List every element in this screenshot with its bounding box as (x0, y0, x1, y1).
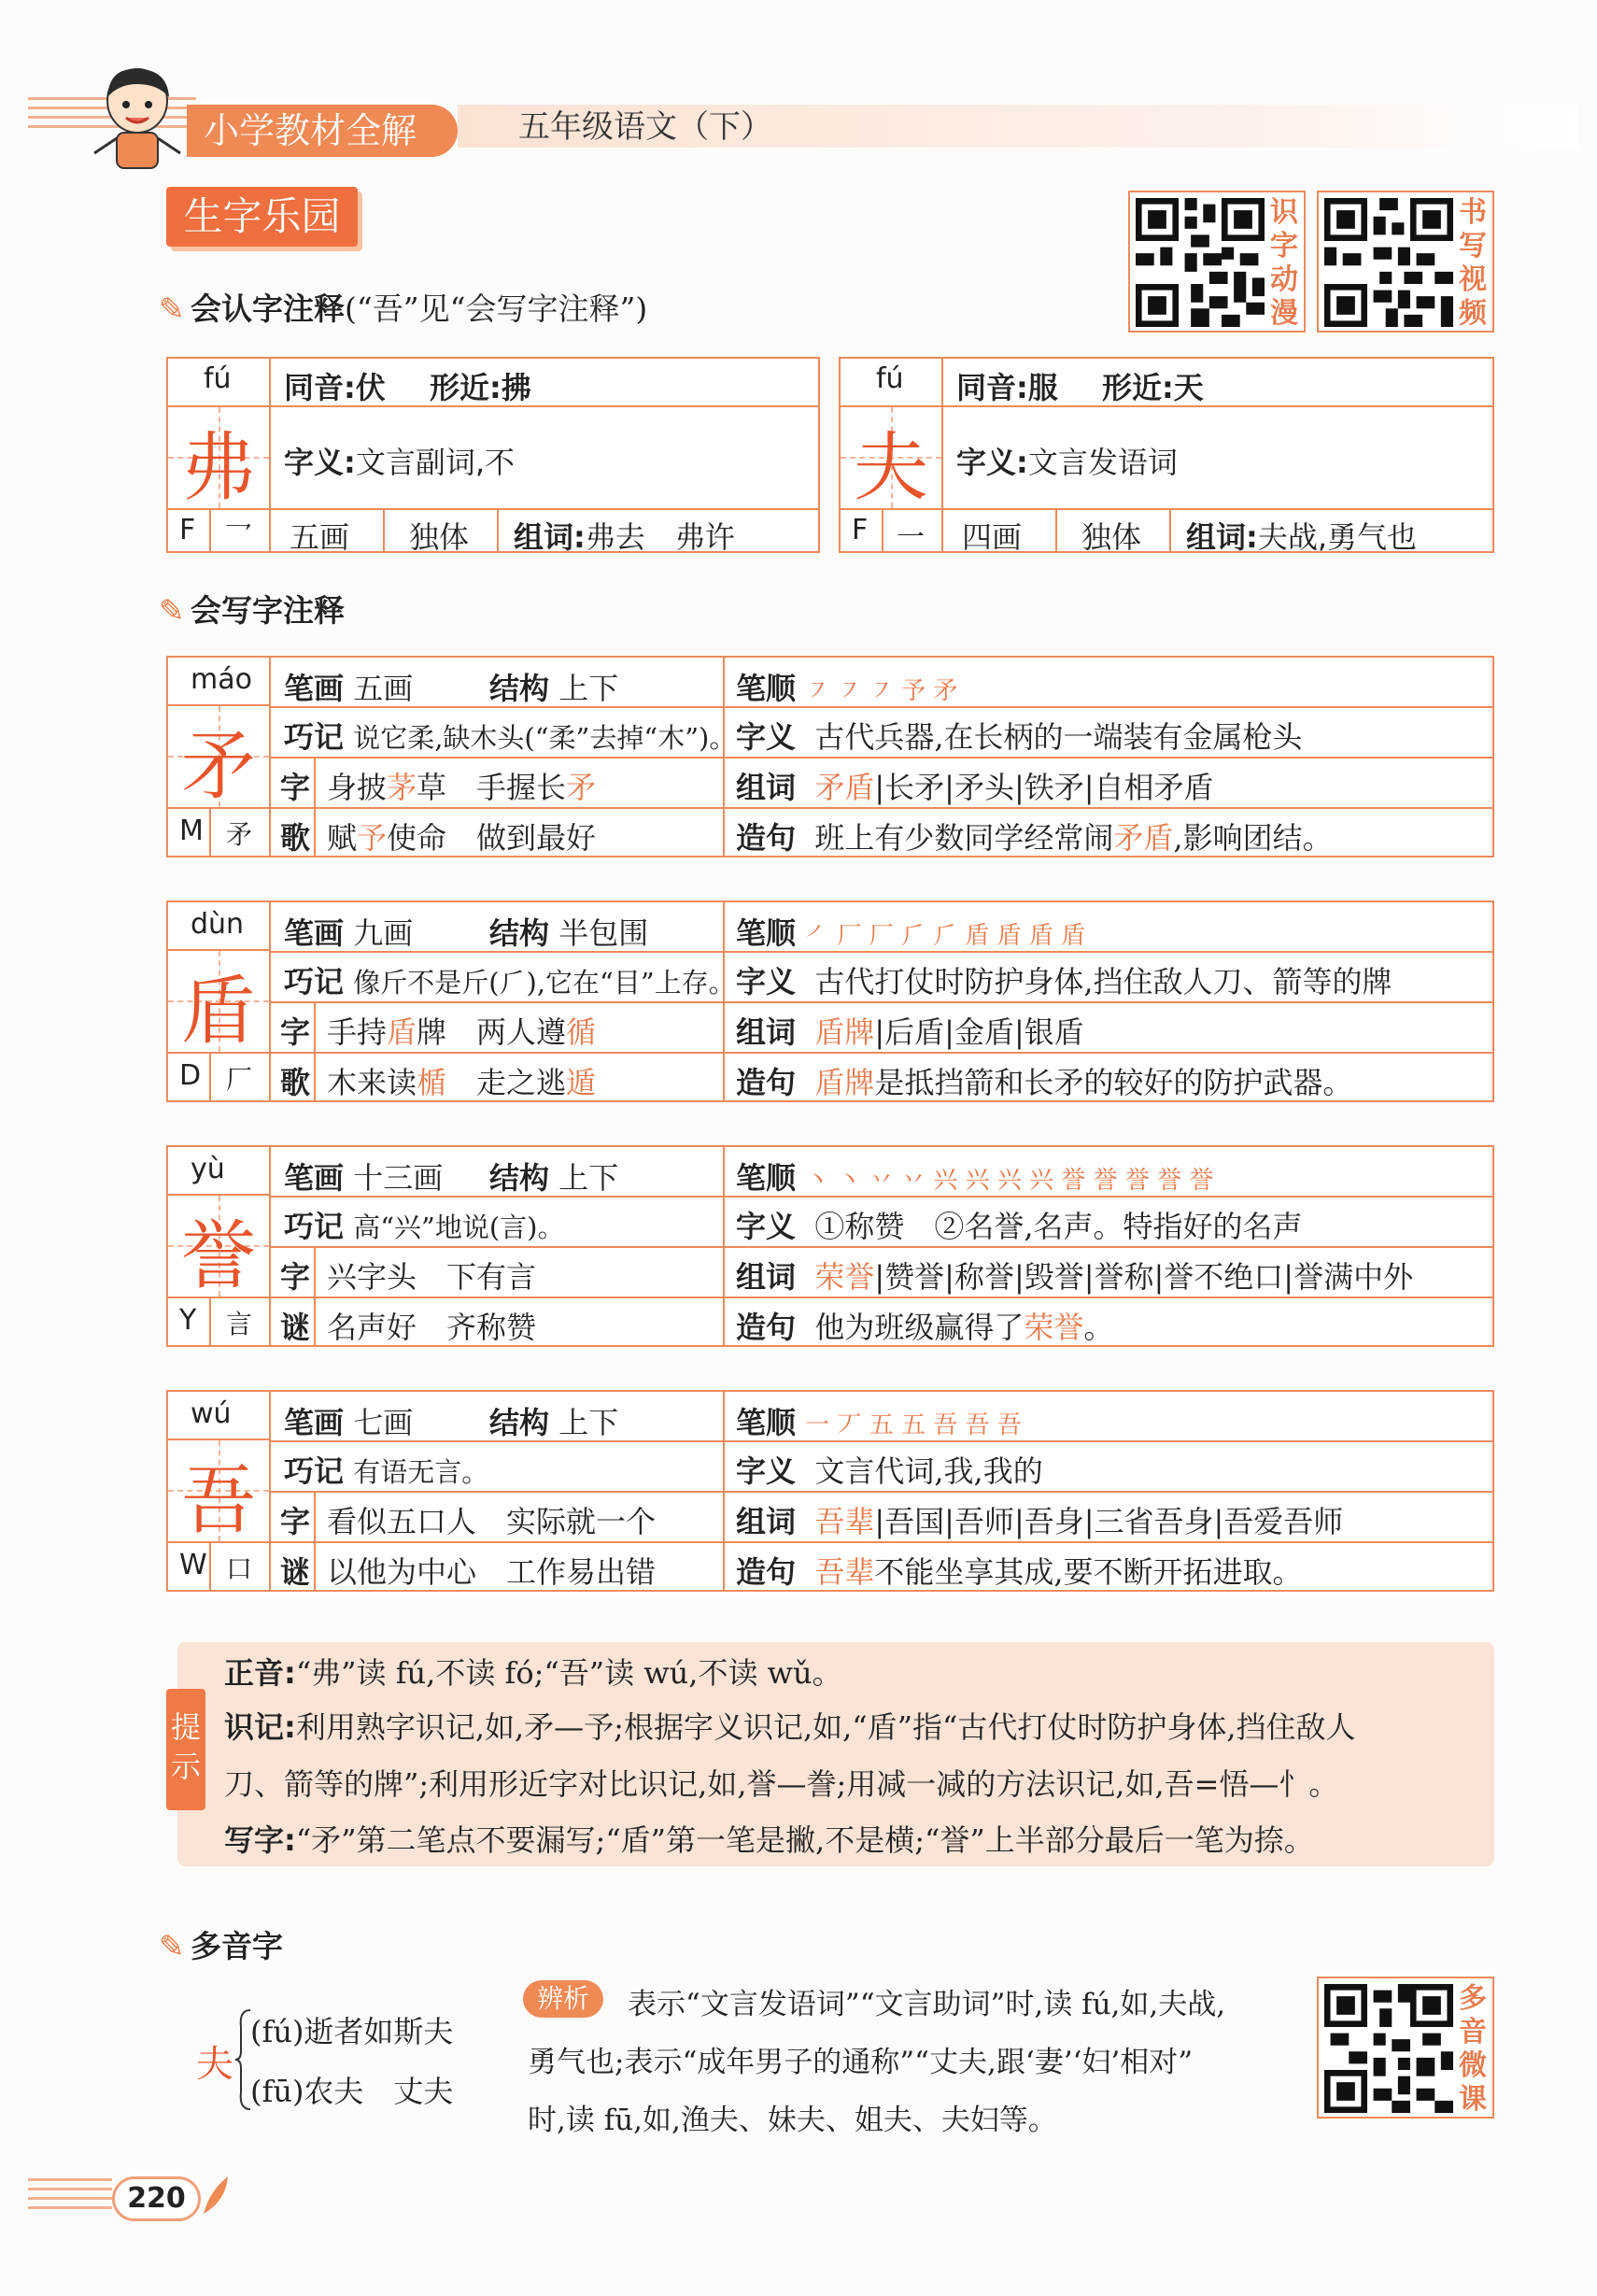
sentence-row: 造句 班上有少数同学经常闹矛盾,影响团结。 (736, 820, 1333, 856)
poly-heading: ✎ 多音字 (159, 1928, 283, 1964)
analysis-tag: 辨析 (523, 1980, 603, 2018)
strokes-row: 笔画 七画 (284, 1405, 414, 1440)
qr-code-icon (1324, 198, 1453, 327)
rhyme-tag: 字 (280, 770, 311, 805)
meaning: 字义:文言发语词 (956, 445, 1178, 480)
character: 矛 (181, 723, 256, 810)
recognize-card (166, 357, 820, 553)
rhyme-tag: 歌 (280, 820, 311, 856)
pinyin: dùn (191, 908, 245, 941)
radical: 一 (897, 521, 925, 554)
radical: 口 (226, 1553, 253, 1584)
radical: 矛 (226, 819, 253, 850)
meaning-row: 字义 古代打仗时防护身体,挡住敌人刀、箭等的牌 (736, 964, 1392, 999)
structure: 独体 (409, 519, 470, 555)
sentence-row: 造句 他为班级赢得了荣誉。 (736, 1310, 1114, 1345)
words: 组词:夫战,勇气也 (1186, 519, 1417, 555)
pinyin: fú (204, 362, 232, 395)
strokes-row: 笔画 十三画 (284, 1160, 444, 1196)
sentence-row: 造句 吾辈不能坐享其成,要不断开拓进取。 (736, 1554, 1303, 1590)
brace-icon (233, 2008, 252, 2111)
mnemonic-row: 巧记 高“兴”地说(言)。 (284, 1209, 565, 1244)
structure: 独体 (1081, 519, 1142, 555)
initial-letter: Y (179, 1304, 197, 1337)
initial-letter: M (179, 815, 204, 847)
rhyme-tag: 字 (280, 1259, 311, 1295)
recognize-heading: ✎ 会认字注释(“吾”见“会写字注释”) (159, 291, 648, 327)
pinyin: wú (191, 1397, 232, 1430)
initial-letter: F (179, 514, 196, 546)
qr-code-animation[interactable] (1128, 191, 1306, 333)
mascot-boy-icon (89, 64, 187, 171)
strokes-row: 笔画 九画 (284, 915, 414, 951)
tip-memory-cont: 刀、箭等的牌”;利用形近字对比识记,如,誉—誊;用减一减的方法识记,如,吾=悟—忄。 (224, 1766, 1339, 1802)
tip-writing: 写字:“矛”第二笔点不要漏写;“盾”第一笔是撇,不是横;“誉”上半部分最后一笔为捺。 (224, 1822, 1314, 1858)
rhyme-line-2: 木来读楯 走之逃遁 (327, 1065, 597, 1100)
character: 吾 (181, 1457, 256, 1544)
sentence-row: 造句 盾牌是抵挡箭和长矛的较好的防护武器。 (736, 1065, 1353, 1100)
rhyme-tag: 谜 (280, 1554, 311, 1590)
similar: 形近:拂 (430, 370, 531, 405)
write-card (166, 1390, 1494, 1592)
character: 誉 (181, 1212, 256, 1299)
character: 弗 (181, 424, 256, 511)
stroke-order-row: 笔顺 ㇒ 厂 厂 ⺁ ⺁ 盾 盾 盾 盾 (736, 915, 1086, 951)
words-row: 组词 荣誉|赞誉|称誉|毁誉|誉称|誉不绝口|誉满中外 (736, 1259, 1414, 1295)
pinyin: fú (876, 362, 904, 395)
stroke-order-row: 笔顺 一 丆 五 五 吾 吾 吾 (736, 1405, 1022, 1440)
poly-char: 夫 (196, 2043, 233, 2086)
words-row: 组词 矛盾|长矛|矛头|铁矛|自相矛盾 (736, 770, 1214, 805)
rhyme-tag: 字 (280, 1014, 311, 1050)
rhyme-tag: 字 (280, 1504, 311, 1539)
words: 组词:弗去 弗许 (514, 519, 735, 555)
qr-label: 书写视频 (1459, 196, 1487, 330)
page-number: 220 (112, 2176, 201, 2221)
rhyme-line-2: 赋予使命 做到最好 (327, 820, 597, 856)
homophone: 同音:服 (956, 370, 1058, 405)
mnemonic-row: 巧记 像斤不是斤(⺁),它在“目”上存。 (284, 964, 736, 999)
tip-memory: 识记:利用熟字识记,如,矛—予;根据字义识记,如,“盾”指“古代打仗时防护身体,挡住敌人 (224, 1709, 1356, 1745)
words-row: 组词 吾辈|吾国|吾师|吾身|三省吾身|吾爱吾师 (736, 1504, 1344, 1539)
strokes: 五画 (290, 519, 350, 555)
rhyme-line-1: 兴字头 下有言 (327, 1259, 537, 1295)
qr-code-polyphone[interactable] (1317, 1977, 1494, 2119)
brand-label: 小学教材全解 (187, 105, 458, 157)
initial-letter: F (852, 514, 869, 546)
homophone: 同音:伏 (284, 370, 386, 405)
leaf-icon (200, 2173, 233, 2218)
analysis-line-3: 时,读 fū,如,渔夫、妹夫、姐夫、夫妇等。 (528, 2104, 1057, 2137)
write-heading: ✎ 会写字注释 (159, 592, 345, 629)
strokes: 四画 (962, 519, 1023, 555)
structure-row: 结构 上下 (489, 671, 619, 706)
rhyme-line-1: 手持盾牌 两人遵循 (327, 1014, 597, 1050)
rhyme-line-1: 身披茅草 手握长矛 (327, 770, 597, 805)
qr-label: 识字动漫 (1270, 196, 1298, 330)
write-card (166, 1145, 1494, 1347)
meaning: 字义:文言副词,不 (284, 445, 515, 480)
character: 盾 (181, 968, 256, 1055)
structure-row: 结构 上下 (489, 1405, 619, 1440)
poly-reading-2: (fū)农夫 丈夫 (250, 2074, 454, 2109)
words-row: 组词 盾牌|后盾|金盾|银盾 (736, 1014, 1084, 1050)
stroke-order-row: 笔顺 ㇇ ㇇ ㇇ 予 矛 (736, 671, 958, 706)
strokes-row: 笔画 五画 (284, 671, 414, 706)
rhyme-line-2: 名声好 齐称赞 (327, 1310, 537, 1345)
rhyme-tag: 谜 (280, 1310, 311, 1345)
radical: 乛 (224, 521, 252, 554)
write-card (166, 900, 1494, 1102)
analysis-line-1: 表示“文言发语词”“文言助词”时,读 fú,如,夫战, (628, 1988, 1226, 2021)
tip-tag: 提示 (166, 1689, 205, 1810)
radical: 厂 (226, 1064, 253, 1095)
recognize-card (839, 357, 1494, 553)
radical: 言 (226, 1309, 253, 1339)
qr-label: 多音微课 (1459, 1982, 1487, 2116)
structure-row: 结构 上下 (489, 1160, 619, 1196)
qr-code-writing[interactable] (1317, 191, 1494, 333)
meaning-row: 字义 文言代词,我,我的 (736, 1453, 1043, 1489)
initial-letter: D (179, 1059, 202, 1092)
mnemonic-row: 巧记 有语无言。 (284, 1453, 489, 1489)
pencil-icon: ✎ (159, 291, 185, 327)
section-title: 生字乐园 (166, 187, 358, 247)
rhyme-line-2: 以他为中心 工作易出错 (327, 1554, 657, 1590)
pencil-icon: ✎ (159, 1928, 185, 1964)
pinyin: yù (191, 1153, 225, 1185)
meaning-row: 字义 古代兵器,在长柄的一端装有金属枪头 (736, 719, 1303, 755)
grade-label: 五年级语文（下） (518, 108, 772, 146)
character: 夫 (854, 424, 928, 511)
initial-letter: W (179, 1549, 207, 1581)
mnemonic-row: 巧记 说它柔,缺木头(“柔”去掉“木”)。 (284, 719, 737, 755)
qr-code-icon (1324, 1984, 1453, 2113)
tip-pronunciation: 正音:“弗”读 fú,不读 fó;“吾”读 wú,不读 wǔ。 (224, 1655, 842, 1691)
pencil-icon: ✎ (159, 592, 185, 629)
write-card (166, 656, 1494, 857)
qr-code-icon (1136, 198, 1265, 327)
analysis-line-2: 勇气也;表示“成年男子的通称”“丈夫,跟‘妻’‘妇’相对” (528, 2046, 1194, 2079)
rhyme-line-1: 看似五口人 实际就一个 (327, 1504, 657, 1539)
similar: 形近:天 (1102, 370, 1204, 405)
pinyin: máo (191, 663, 252, 696)
rhyme-tag: 歌 (280, 1065, 311, 1100)
stroke-order-row: 笔顺 丶 丶 丷 丷 兴 兴 兴 兴 誉 誉 誉 誉 誉 (736, 1160, 1214, 1196)
poly-reading-1: (fú)逝者如斯夫 (250, 2014, 454, 2049)
structure-row: 结构 半包围 (489, 915, 649, 951)
meaning-row: 字义 ①称赞 ②名誉,名声。特指好的名声 (736, 1209, 1303, 1244)
